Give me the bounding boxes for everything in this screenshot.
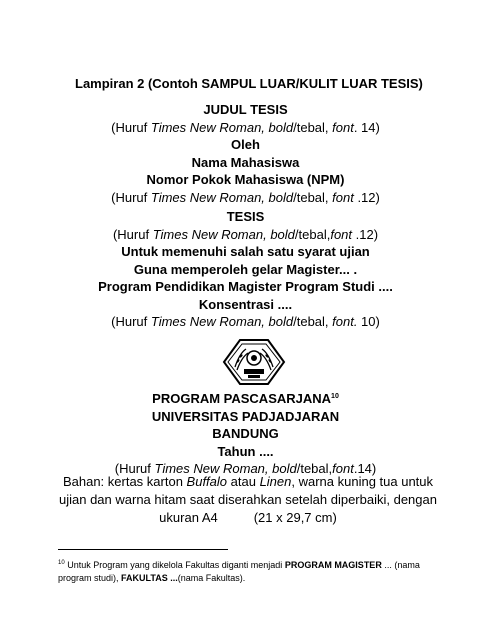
- university-seal-icon: [222, 337, 286, 387]
- font-note-2: (Huruf Times New Roman, bold/tebal, font .12): [111, 189, 380, 205]
- material-line-1: Bahan: kertas karton Buffalo atau Linen, warna kuning tua untuk: [62, 474, 434, 489]
- purpose-line-2: Guna memperoleh gelar Magister... .: [133, 261, 358, 277]
- material-note: [58, 473, 438, 527]
- program-pascasarjana: PROGRAM PASCASARJANA$^{10}$: [152, 391, 339, 406]
- material-line-3: ukuran A4 (21 x 29,7 cm): [159, 510, 337, 525]
- page-heading: Lampiran 2 (Contoh SAMPUL LUAR/KULIT LUAR TESIS): [75, 76, 423, 91]
- city-name: BANDUNG: [212, 426, 279, 441]
- footnote-number: 10: [58, 560, 65, 566]
- font-note-5: (Huruf Times New Roman, bold/tebal,font.14): [114, 461, 377, 476]
- tesis-label: TESIS: [226, 209, 265, 224]
- material-line-2: ujian dan warna hitam saat diserahkan setelah diperbaiki, dengan: [59, 492, 437, 507]
- nama-mahasiswa: Nama Mahasiswa: [191, 154, 300, 170]
- university-name: UNIVERSITAS PADJADJARAN: [151, 408, 340, 424]
- year-line: Tahun ....: [217, 443, 274, 459]
- institution-block: [0, 388, 491, 478]
- font-note-1: (Huruf Times New Roman, bold/tebal, font. 14): [111, 119, 380, 135]
- program-line: Program Pendidikan Magister Program Studi ....: [98, 279, 393, 294]
- font-note-3: (Huruf Times New Roman, bold/tebal,font .12): [112, 226, 379, 242]
- footnote-separator: [58, 549, 228, 550]
- purpose-line-1: Untuk memenuhi salah satu syarat ujian: [121, 244, 370, 259]
- oleh-label: Oleh: [231, 137, 260, 152]
- footnote-ref: 10: [331, 393, 339, 400]
- npm-label: Nomor Pokok Mahasiswa (NPM): [146, 172, 345, 187]
- tesis-block: [0, 208, 491, 331]
- judul-tesis: JUDUL TESIS: [203, 102, 288, 117]
- font-note-4: (Huruf Times New Roman, bold/tebal, font. 10): [111, 314, 380, 329]
- footnote: $^{10}$ Untuk Program yang dikelola Fakultas diganti menjadi PROGRAM MAGISTER ... (nama program studi), FAKULTAS ...(nama Fakultas).: [58, 560, 420, 583]
- title-block: [0, 101, 491, 206]
- konsentrasi-line: Konsentrasi ....: [198, 296, 293, 312]
